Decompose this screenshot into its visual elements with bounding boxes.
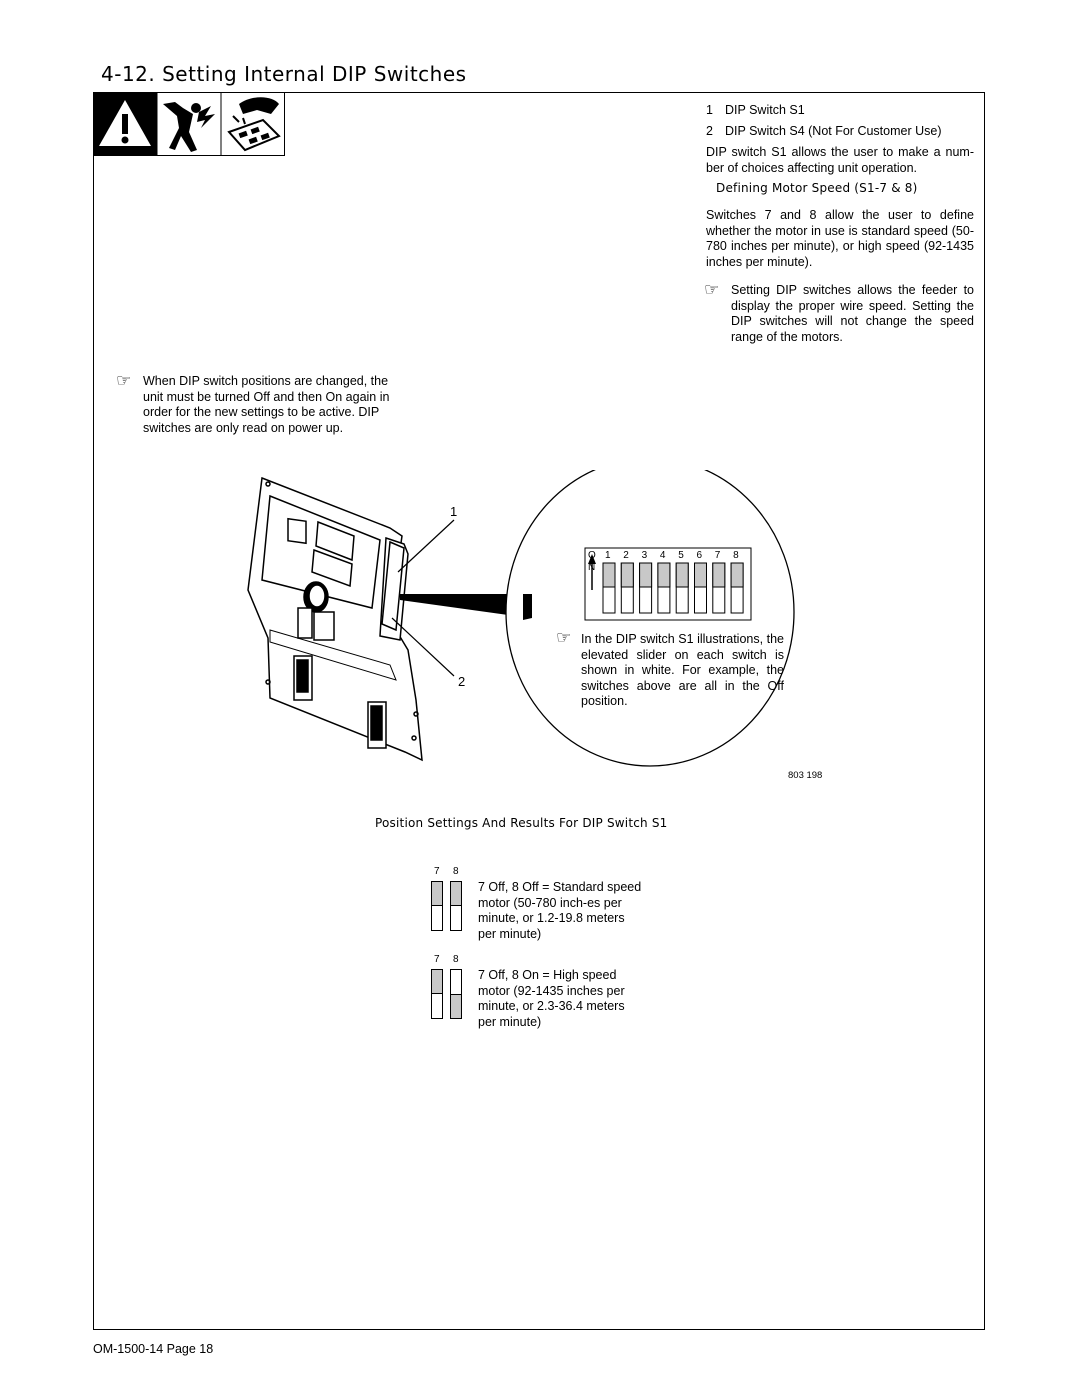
- illustration-note: In the DIP switch S1 illustrations, the elevated slider on each switch is shown in white. For example, the switches above are all in the Off position.: [581, 632, 784, 708]
- legend-text: DIP Switch S4 (Not For Customer Use): [725, 124, 942, 138]
- switch-number-8: 8: [733, 550, 739, 561]
- static-electricity-handling-icon: [229, 97, 279, 150]
- switch-7-off: [431, 969, 443, 1019]
- callout-1: 1: [450, 504, 458, 519]
- section-title: 4-12. Setting Internal DIP Switches: [101, 62, 467, 86]
- setting-description: 7 Off, 8 On = High speed motor (92-1435 inches per minute, or 2.3-36.4 meters per minute): [478, 968, 625, 1029]
- dip-switch-4-lower-half: [658, 563, 670, 587]
- motor-speed-heading: Defining Motor Speed (S1-7 & 8): [716, 181, 918, 195]
- switch-slider-shade: [451, 994, 461, 1018]
- power-up-note: When DIP switch positions are changed, the unit must be turned Off and then On again in order for the new settings to be active. DIP switches are only read on power up.: [143, 374, 390, 435]
- pointing-hand-icon: ☞: [116, 371, 132, 391]
- callout-2: 2: [458, 674, 466, 689]
- switch-slider-shade: [432, 882, 442, 906]
- switch-slider-shade: [432, 970, 442, 994]
- legend-item-2: [706, 124, 942, 138]
- dip-switch-3-lower-half: [640, 563, 652, 587]
- control-panel-drawing: [248, 478, 422, 760]
- dip-switch-6-lower-half: [695, 563, 707, 587]
- pointing-hand-icon: ☞: [556, 628, 572, 648]
- legend-text: DIP Switch S1: [725, 103, 805, 117]
- dip-switch-7-lower-half: [713, 563, 725, 587]
- figure-reference-number: 803 198: [788, 770, 823, 781]
- dip-switch-2-lower-half: [621, 563, 633, 587]
- callout-leader-2: [392, 618, 454, 676]
- page-footer: OM-1500-14 Page 18: [93, 1342, 214, 1356]
- switch-number-1: 1: [605, 550, 611, 561]
- on-label-o: O: [588, 550, 596, 561]
- dip-switch-1-lower-half: [603, 563, 615, 587]
- switch-8-off: [450, 881, 462, 931]
- safety-icon-strip: [93, 92, 285, 156]
- switch-slider-shade: [451, 882, 461, 906]
- legend-number: 2: [706, 124, 713, 138]
- switch-number-6: 6: [696, 550, 703, 561]
- on-label-n: N: [588, 562, 596, 573]
- switch-number-7: 7: [714, 550, 721, 561]
- pointing-hand-icon: ☞: [704, 280, 720, 300]
- motor-speed-body: Switches 7 and 8 allow the user to define whether the motor in use is standard speed (50-780 inches per minute), or high speed (92-1435 inches per minute).: [706, 208, 974, 269]
- settings-heading: Position Settings And Results For DIP Switch S1: [375, 816, 668, 830]
- intro-paragraph: DIP switch S1 allows the user to make a num-ber of choices affecting unit operation.: [706, 145, 974, 175]
- dip-switch-figure: [240, 470, 830, 790]
- electric-shock-icon: [163, 102, 215, 152]
- switch-label-8: 8: [453, 866, 459, 877]
- switch-label-8: 8: [453, 954, 459, 965]
- setting-description: 7 Off, 8 Off = Standard speed motor (50-780 inch-es per minute, or 1.2-19.8 meters per minute): [478, 880, 642, 941]
- callout-leader-1: [398, 520, 454, 572]
- switch-8-on: [450, 969, 462, 1019]
- dip-switch-8-lower-half: [731, 563, 743, 587]
- switch-number-5: 5: [678, 550, 684, 561]
- dip-switch-5-lower-half: [676, 563, 688, 587]
- legend-number: 1: [706, 103, 713, 117]
- legend-item-1: [706, 103, 805, 117]
- motor-speed-note: Setting DIP switches allows the feeder to display the proper wire speed. Setting the DIP switches will not change the speed range of the motors.: [731, 283, 974, 344]
- switch-7-off: [431, 881, 443, 931]
- switch-number-3: 3: [641, 550, 648, 561]
- switch-number-4: 4: [659, 550, 666, 561]
- switch-number-2: 2: [623, 550, 629, 561]
- switch-label-7: 7: [434, 866, 440, 877]
- switch-label-7: 7: [434, 954, 440, 965]
